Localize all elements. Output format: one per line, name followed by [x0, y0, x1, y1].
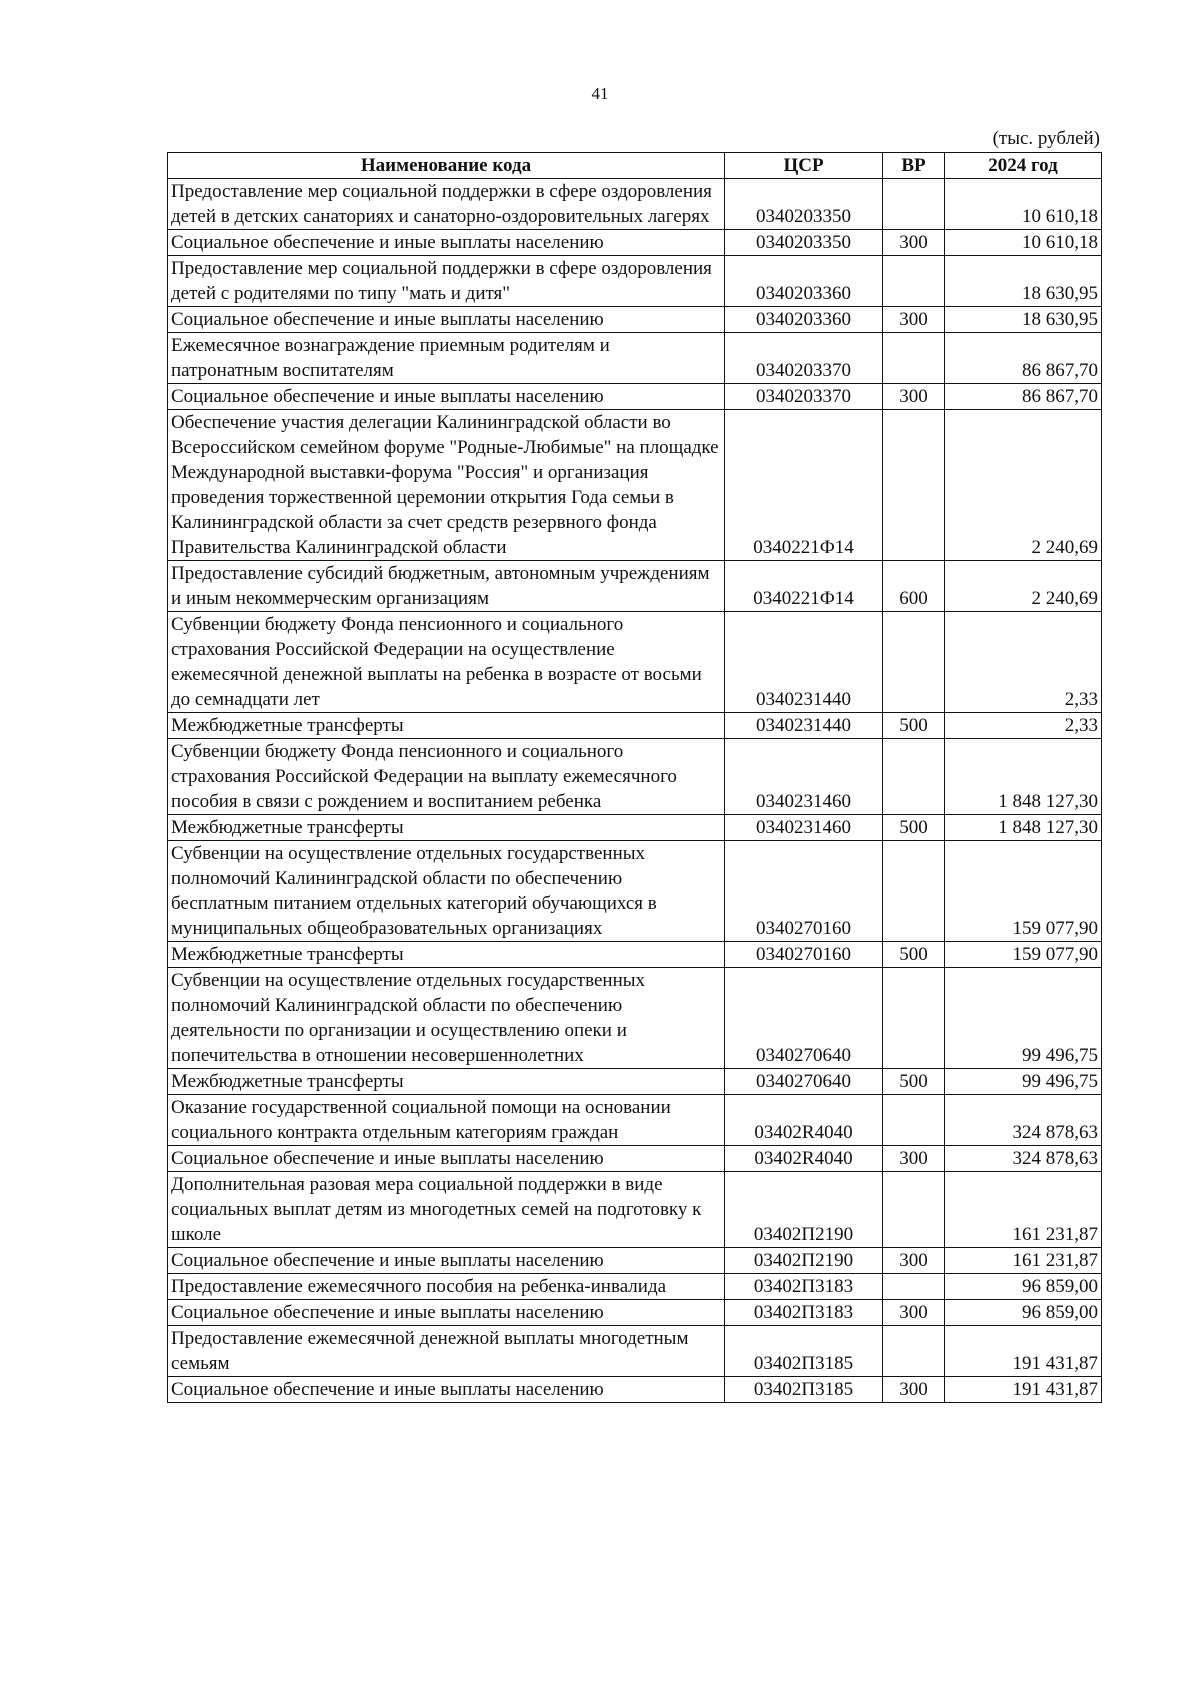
cell-name: Социальное обеспечение и иные выплаты населению	[168, 1300, 725, 1326]
cell-name: Предоставление субсидий бюджетным, автономным учреждениям и иным некоммерческим организациям	[168, 561, 725, 612]
cell-csr: 0340203350	[725, 179, 883, 230]
cell-csr: 03402R4040	[725, 1146, 883, 1172]
cell-name: Социальное обеспечение и иные выплаты населению	[168, 1146, 725, 1172]
cell-name: Межбюджетные трансферты	[168, 942, 725, 968]
table-row	[168, 1377, 1102, 1403]
cell-csr: 0340221Ф14	[725, 410, 883, 561]
table-row	[168, 1172, 1102, 1248]
table-row	[168, 1146, 1102, 1172]
cell-name: Ежемесячное вознаграждение приемным родителям и патронатным воспитателям	[168, 333, 725, 384]
cell-csr: 0340203350	[725, 230, 883, 256]
table-row	[168, 384, 1102, 410]
cell-amount: 2,33	[945, 713, 1102, 739]
cell-name: Межбюджетные трансферты	[168, 713, 725, 739]
cell-vr: 600	[883, 561, 945, 612]
cell-name: Субвенции бюджету Фонда пенсионного и социального страхования Российской Федерации на выплату ежемесячного пособия в связи с рождением и воспитанием ребенка	[168, 739, 725, 815]
table-row	[168, 307, 1102, 333]
header-vr: ВР	[883, 153, 945, 179]
header-csr: ЦСР	[725, 153, 883, 179]
header-year: 2024 год	[945, 153, 1102, 179]
cell-vr	[883, 1172, 945, 1248]
cell-csr: 0340231440	[725, 612, 883, 713]
cell-name: Обеспечение участия делегации Калининградской области во Всероссийском семейном форуме "Родные-Любимые" на площадке Международной выставки-форума "Россия" и организация проведения торжественной церемонии открытия Года семьи в Калининградской области за счет средств резервного фонда Правительства Калининградской области	[168, 410, 725, 561]
cell-vr	[883, 841, 945, 942]
cell-name: Предоставление ежемесячного пособия на ребенка-инвалида	[168, 1274, 725, 1300]
header-name: Наименование кода	[168, 153, 725, 179]
table-row	[168, 1274, 1102, 1300]
cell-name: Субвенции на осуществление отдельных государственных полномочий Калининградской области по обеспечению деятельности по организации и осуществлению опеки и попечительства в отношении несовершеннолетних	[168, 968, 725, 1069]
cell-name: Социальное обеспечение и иные выплаты населению	[168, 230, 725, 256]
cell-amount: 96 859,00	[945, 1274, 1102, 1300]
cell-csr: 0340231460	[725, 739, 883, 815]
cell-vr: 300	[883, 1146, 945, 1172]
cell-vr	[883, 410, 945, 561]
cell-vr	[883, 1274, 945, 1300]
table-row	[168, 713, 1102, 739]
cell-amount: 191 431,87	[945, 1377, 1102, 1403]
cell-vr: 300	[883, 230, 945, 256]
cell-vr: 300	[883, 384, 945, 410]
cell-amount: 159 077,90	[945, 942, 1102, 968]
cell-name: Социальное обеспечение и иные выплаты населению	[168, 1248, 725, 1274]
table-row	[168, 1248, 1102, 1274]
cell-name: Социальное обеспечение и иные выплаты населению	[168, 1377, 725, 1403]
table-row	[168, 1300, 1102, 1326]
table-row	[168, 179, 1102, 230]
cell-name: Предоставление мер социальной поддержки в сфере оздоровления детей с родителями по типу "мать и дитя"	[168, 256, 725, 307]
table-row	[168, 815, 1102, 841]
cell-vr	[883, 1326, 945, 1377]
cell-amount: 86 867,70	[945, 333, 1102, 384]
cell-csr: 03402П3183	[725, 1300, 883, 1326]
cell-csr: 0340221Ф14	[725, 561, 883, 612]
cell-csr: 0340203360	[725, 256, 883, 307]
cell-vr: 300	[883, 1248, 945, 1274]
table-row	[168, 841, 1102, 942]
cell-vr: 500	[883, 1069, 945, 1095]
table-row	[168, 942, 1102, 968]
table-row	[168, 561, 1102, 612]
cell-csr: 03402П2190	[725, 1248, 883, 1274]
cell-csr: 03402П3185	[725, 1326, 883, 1377]
cell-csr: 0340203370	[725, 384, 883, 410]
cell-name: Межбюджетные трансферты	[168, 815, 725, 841]
table-row	[168, 256, 1102, 307]
table-row	[168, 410, 1102, 561]
cell-name: Социальное обеспечение и иные выплаты населению	[168, 307, 725, 333]
cell-csr: 03402П3185	[725, 1377, 883, 1403]
cell-csr: 0340270160	[725, 942, 883, 968]
table-row	[168, 968, 1102, 1069]
cell-amount: 1 848 127,30	[945, 815, 1102, 841]
cell-amount: 2 240,69	[945, 410, 1102, 561]
cell-csr: 0340270640	[725, 1069, 883, 1095]
table-row	[168, 1326, 1102, 1377]
cell-amount: 99 496,75	[945, 968, 1102, 1069]
cell-amount: 10 610,18	[945, 179, 1102, 230]
cell-amount: 2,33	[945, 612, 1102, 713]
cell-vr: 500	[883, 815, 945, 841]
cell-amount: 191 431,87	[945, 1326, 1102, 1377]
cell-csr: 0340203360	[725, 307, 883, 333]
units-label: (тыс. рублей)	[992, 128, 1100, 149]
cell-amount: 99 496,75	[945, 1069, 1102, 1095]
cell-amount: 161 231,87	[945, 1172, 1102, 1248]
cell-amount: 2 240,69	[945, 561, 1102, 612]
cell-amount: 159 077,90	[945, 841, 1102, 942]
cell-name: Дополнительная разовая мера социальной поддержки в виде социальных выплат детям из многодетных семей на подготовку к школе	[168, 1172, 725, 1248]
cell-name: Оказание государственной социальной помощи на основании социального контракта отдельным категориям граждан	[168, 1095, 725, 1146]
cell-name: Межбюджетные трансферты	[168, 1069, 725, 1095]
cell-name: Социальное обеспечение и иные выплаты населению	[168, 384, 725, 410]
table-row	[168, 1069, 1102, 1095]
cell-csr: 03402П3183	[725, 1274, 883, 1300]
cell-csr: 0340270640	[725, 968, 883, 1069]
cell-csr: 0340270160	[725, 841, 883, 942]
cell-vr	[883, 739, 945, 815]
cell-vr	[883, 179, 945, 230]
cell-vr: 300	[883, 1377, 945, 1403]
cell-csr: 03402R4040	[725, 1095, 883, 1146]
cell-name: Субвенции на осуществление отдельных государственных полномочий Калининградской области по обеспечению бесплатным питанием отдельных категорий обучающихся в муниципальных общеобразовательных организациях	[168, 841, 725, 942]
cell-amount: 86 867,70	[945, 384, 1102, 410]
cell-vr: 300	[883, 1300, 945, 1326]
cell-amount: 96 859,00	[945, 1300, 1102, 1326]
cell-amount: 324 878,63	[945, 1146, 1102, 1172]
table-row	[168, 1095, 1102, 1146]
cell-vr: 300	[883, 307, 945, 333]
table-header-row	[168, 153, 1102, 179]
cell-vr	[883, 333, 945, 384]
cell-csr: 0340203370	[725, 333, 883, 384]
cell-vr: 500	[883, 713, 945, 739]
cell-vr	[883, 612, 945, 713]
cell-csr: 0340231440	[725, 713, 883, 739]
cell-amount: 18 630,95	[945, 307, 1102, 333]
cell-name: Предоставление мер социальной поддержки в сфере оздоровления детей в детских санаториях и санаторно-оздоровительных лагерях	[168, 179, 725, 230]
cell-csr: 03402П2190	[725, 1172, 883, 1248]
cell-vr	[883, 256, 945, 307]
table-row	[168, 333, 1102, 384]
cell-name: Субвенции бюджету Фонда пенсионного и социального страхования Российской Федерации на осуществление ежемесячной денежной выплаты на ребенка в возрасте от восьми до семнадцати лет	[168, 612, 725, 713]
cell-amount: 1 848 127,30	[945, 739, 1102, 815]
cell-vr	[883, 968, 945, 1069]
table-row	[168, 230, 1102, 256]
cell-vr: 500	[883, 942, 945, 968]
cell-vr	[883, 1095, 945, 1146]
page-number: 41	[591, 84, 609, 103]
cell-amount: 324 878,63	[945, 1095, 1102, 1146]
budget-table	[167, 152, 1102, 1403]
cell-name: Предоставление ежемесячной денежной выплаты многодетным семьям	[168, 1326, 725, 1377]
table-row	[168, 612, 1102, 713]
cell-csr: 0340231460	[725, 815, 883, 841]
table-row	[168, 739, 1102, 815]
table-body	[168, 179, 1102, 1403]
cell-amount: 161 231,87	[945, 1248, 1102, 1274]
cell-amount: 10 610,18	[945, 230, 1102, 256]
cell-amount: 18 630,95	[945, 256, 1102, 307]
